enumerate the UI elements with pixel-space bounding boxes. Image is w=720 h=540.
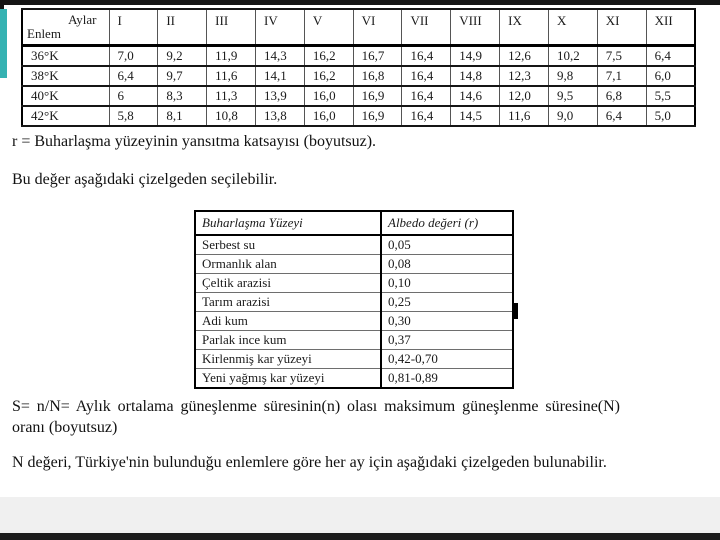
sunshine-value-cell: 6,4	[109, 66, 158, 86]
latitude-months-table-body	[22, 9, 695, 126]
slide-bottom-border	[0, 533, 720, 540]
albedo-value-cell: 0,05	[381, 235, 513, 255]
sunshine-value-cell: 7,0	[109, 46, 158, 67]
latitude-row	[22, 66, 695, 86]
sunshine-value-cell: 6,4	[646, 46, 695, 67]
surface-name-cell: Ormanlık alan	[195, 255, 381, 274]
sunshine-value-cell: 11,3	[207, 86, 256, 106]
month-column-header: XI	[597, 9, 646, 46]
albedo-row	[195, 255, 513, 274]
sunshine-value-cell: 12,6	[500, 46, 549, 67]
sunshine-value-cell: 5,8	[109, 106, 158, 126]
accent-bar	[0, 9, 7, 78]
surface-name-cell: Kirlenmiş kar yüzeyi	[195, 350, 381, 369]
sunshine-value-cell: 16,0	[304, 106, 353, 126]
surface-name-cell: Çeltik arazisi	[195, 274, 381, 293]
sunshine-value-cell: 16,4	[402, 66, 451, 86]
sunshine-value-cell: 16,9	[353, 86, 402, 106]
sunshine-value-cell: 13,8	[255, 106, 304, 126]
sunshine-value-cell: 16,9	[353, 106, 402, 126]
albedo-table	[194, 210, 514, 389]
sunshine-value-cell: 9,0	[548, 106, 597, 126]
month-column-header: XII	[646, 9, 695, 46]
sunshine-value-cell: 12,0	[500, 86, 549, 106]
albedo-value-cell: 0,42-0,70	[381, 350, 513, 369]
albedo-header-row	[195, 211, 513, 235]
albedo-row	[195, 331, 513, 350]
sunshine-value-cell: 8,1	[158, 106, 207, 126]
surface-name-cell: Adi kum	[195, 312, 381, 331]
albedo-value-cell: 0,08	[381, 255, 513, 274]
latitude-label: 40°K	[22, 86, 109, 106]
sunshine-value-cell: 14,6	[451, 86, 500, 106]
sunshine-value-cell: 16,7	[353, 46, 402, 67]
month-column-header: I	[109, 9, 158, 46]
latitude-label: 38°K	[22, 66, 109, 86]
albedo-row	[195, 235, 513, 255]
surface-name-cell: Parlak ince kum	[195, 331, 381, 350]
albedo-value-cell: 0,10	[381, 274, 513, 293]
month-column-header: IV	[255, 9, 304, 46]
sunshine-value-cell: 7,5	[597, 46, 646, 67]
sunshine-value-cell: 13,9	[255, 86, 304, 106]
slide-top-border	[0, 0, 720, 5]
n-note-text: N değeri, Türkiye'nin bulunduğu enlemlere göre her ay için aşağıdaki çizelgeden bulunabilir.	[12, 454, 607, 471]
r-definition-text: r = Buharlaşma yüzeyinin yansıtma katsayısı (boyutsuz).	[12, 133, 377, 150]
sunshine-value-cell: 14,8	[451, 66, 500, 86]
latitude-row	[22, 106, 695, 126]
sunshine-value-cell: 5,5	[646, 86, 695, 106]
sunshine-value-cell: 16,4	[402, 46, 451, 67]
sunshine-value-cell: 14,5	[451, 106, 500, 126]
r-note-text: Bu değer aşağıdaki çizelgeden seçilebilir.	[12, 171, 278, 188]
month-column-header: V	[304, 9, 353, 46]
text-cursor	[514, 303, 518, 319]
surface-name-cell: Yeni yağmış kar yüzeyi	[195, 369, 381, 389]
sunshine-value-cell: 9,8	[548, 66, 597, 86]
sunshine-value-cell: 6,8	[597, 86, 646, 106]
month-column-header: II	[158, 9, 207, 46]
surface-name-cell: Tarım arazisi	[195, 293, 381, 312]
sunshine-value-cell: 12,3	[500, 66, 549, 86]
sunshine-value-cell: 16,8	[353, 66, 402, 86]
month-column-header: III	[207, 9, 256, 46]
month-column-header: VII	[402, 9, 451, 46]
albedo-row	[195, 293, 513, 312]
corner-label-enlem: Enlem	[27, 26, 61, 41]
slide-bottom-band	[0, 497, 720, 533]
sunshine-value-cell: 6,0	[646, 66, 695, 86]
albedo-row	[195, 350, 513, 369]
months-header-row	[22, 9, 695, 46]
sunshine-value-cell: 11,9	[207, 46, 256, 67]
latitude-row	[22, 86, 695, 106]
sunshine-value-cell: 10,8	[207, 106, 256, 126]
albedo-value-cell: 0,37	[381, 331, 513, 350]
sunshine-value-cell: 11,6	[207, 66, 256, 86]
surface-name-cell: Serbest su	[195, 235, 381, 255]
sunshine-value-cell: 16,4	[402, 106, 451, 126]
sunshine-value-cell: 9,7	[158, 66, 207, 86]
sunshine-value-cell: 10,2	[548, 46, 597, 67]
sunshine-value-cell: 16,0	[304, 86, 353, 106]
latitude-row	[22, 46, 695, 67]
albedo-value-cell: 0,30	[381, 312, 513, 331]
sunshine-value-cell: 11,6	[500, 106, 549, 126]
corner-label-aylar: Aylar	[68, 12, 97, 27]
sunshine-value-cell: 14,9	[451, 46, 500, 67]
albedo-row	[195, 312, 513, 331]
sunshine-value-cell: 16,2	[304, 46, 353, 67]
month-column-header: IX	[500, 9, 549, 46]
albedo-row	[195, 274, 513, 293]
sunshine-value-cell: 7,1	[597, 66, 646, 86]
sunshine-value-cell: 6	[109, 86, 158, 106]
sunshine-value-cell: 16,4	[402, 86, 451, 106]
sunshine-value-cell: 8,3	[158, 86, 207, 106]
albedo-row	[195, 369, 513, 389]
month-column-header: VIII	[451, 9, 500, 46]
albedo-value-cell: 0,25	[381, 293, 513, 312]
albedo-value-cell: 0,81-0,89	[381, 369, 513, 389]
month-column-header: X	[548, 9, 597, 46]
sunshine-value-cell: 9,5	[548, 86, 597, 106]
sunshine-value-cell: 9,2	[158, 46, 207, 67]
sunshine-value-cell: 5,0	[646, 106, 695, 126]
sunshine-value-cell: 6,4	[597, 106, 646, 126]
latitude-label: 36°K	[22, 46, 109, 67]
month-column-header: VI	[353, 9, 402, 46]
latitude-months-table	[21, 8, 696, 127]
sunshine-value-cell: 14,3	[255, 46, 304, 67]
sunshine-value-cell: 14,1	[255, 66, 304, 86]
albedo-table-body	[195, 211, 513, 388]
corner-cell	[22, 9, 109, 46]
latitude-label: 42°K	[22, 106, 109, 126]
albedo-column-header: Albedo değeri (r)	[381, 211, 513, 235]
albedo-column-header: Buharlaşma Yüzeyi	[195, 211, 381, 235]
sunshine-value-cell: 16,2	[304, 66, 353, 86]
s-definition-text: S= n/N= Aylık ortalama güneşlenme süresinin(n) olası maksimum güneşlenme süresine(N) oranı (boyutsuz)	[12, 398, 620, 436]
